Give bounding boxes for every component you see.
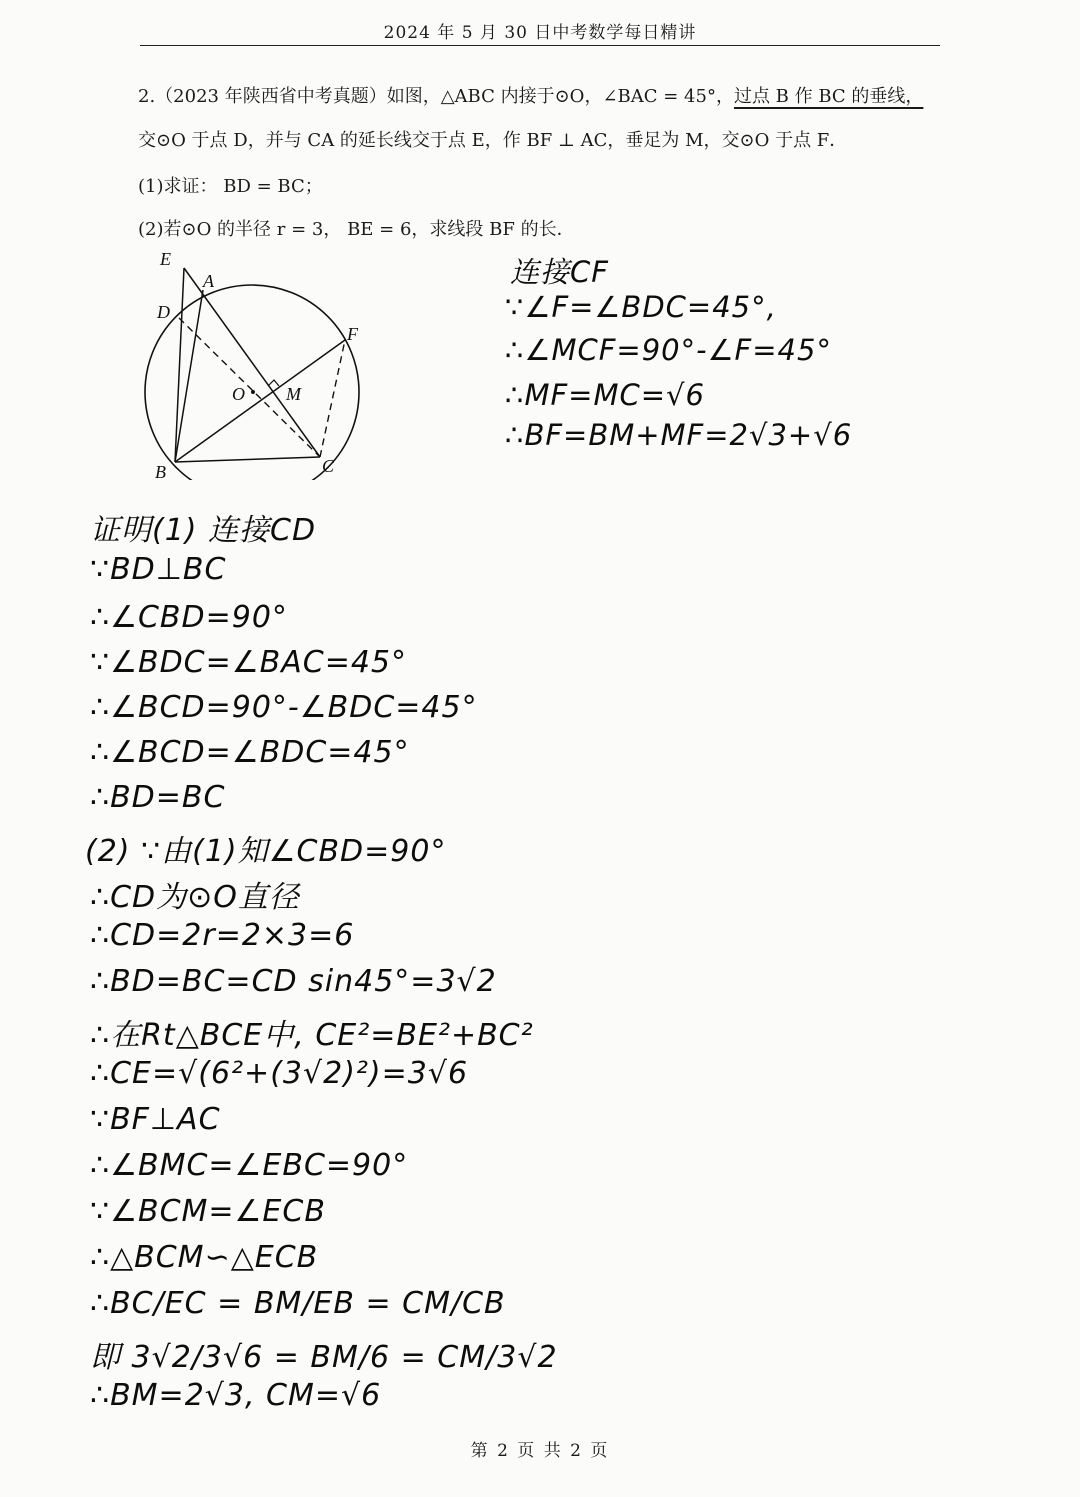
segment-bc xyxy=(175,457,320,462)
left-solution-line-8: (2) ∵由(1)知∠CBD=90° xyxy=(85,834,447,869)
header-rule xyxy=(140,45,940,46)
left-solution-line-3: ∴∠CBD=90° xyxy=(90,600,288,635)
left-solution-line-14: ∵BF⊥AC xyxy=(90,1102,221,1137)
label-o: O xyxy=(232,384,245,404)
geometry-figure xyxy=(130,245,390,480)
right-angle-mark xyxy=(268,380,279,386)
left-solution-line-1: 证明(1) 连接CD xyxy=(90,513,317,548)
problem-line-1-underlined: 过点 B 作 BC 的垂线， xyxy=(733,86,924,107)
left-solution-line-19: 即 3√2/3√6 = BM/6 = CM/3√2 xyxy=(90,1340,558,1375)
left-solution-line-18: ∴BC/EC = BM/EB = CM/CB xyxy=(90,1286,506,1321)
left-solution-line-6: ∴∠BCD=∠BDC=45° xyxy=(90,735,410,770)
left-solution-line-2: ∵BD⊥BC xyxy=(90,552,227,587)
segment-bf xyxy=(175,340,345,462)
label-c: C xyxy=(322,456,335,476)
left-solution-line-20: ∴BM=2√3, CM=√6 xyxy=(90,1378,382,1413)
problem-part-1: (1)求证： BD = BC； xyxy=(138,176,323,197)
left-solution-line-13: ∴CE=√(6²+(3√2)²)=3√6 xyxy=(90,1056,469,1091)
label-a: A xyxy=(203,271,214,291)
label-d: D xyxy=(157,302,170,322)
label-e: E xyxy=(160,249,171,269)
right-solution-line-4: ∴MF=MC=√6 xyxy=(505,378,705,412)
problem-part-2: (2)若⊙O 的半径 r = 3， BE = 6，求线段 BF 的长． xyxy=(138,219,575,240)
center-point-o xyxy=(251,390,255,394)
left-solution-line-12: ∴在Rt△BCE中, CE²=BE²+BC² xyxy=(90,1018,534,1053)
left-solution-line-10: ∴CD=2r=2×3=6 xyxy=(90,918,355,953)
page-header: 2024 年 5 月 30 日中考数学每日精讲 xyxy=(383,23,697,43)
left-solution-line-17: ∴△BCM∽△ECB xyxy=(90,1240,319,1275)
right-solution-line-5: ∴BF=BM+MF=2√3+√6 xyxy=(505,418,853,452)
label-f: F xyxy=(347,324,358,344)
right-solution-line-1: 连接CF xyxy=(510,255,609,289)
left-solution-line-5: ∴∠BCD=90°-∠BDC=45° xyxy=(90,690,478,725)
left-solution-line-4: ∵∠BDC=∠BAC=45° xyxy=(90,645,408,680)
label-m: M xyxy=(286,384,301,404)
right-solution-line-2: ∵∠F=∠BDC=45°, xyxy=(505,290,777,324)
label-b: B xyxy=(155,462,166,480)
left-solution-line-7: ∴BD=BC xyxy=(90,780,226,815)
left-solution-line-16: ∵∠BCM=∠ECB xyxy=(90,1194,326,1229)
right-solution-line-3: ∴∠MCF=90°-∠F=45° xyxy=(505,333,832,367)
left-solution-line-11: ∴BD=BC=CD sin45°=3√2 xyxy=(90,964,497,999)
page-footer: 第 2 页 共 2 页 xyxy=(470,1441,610,1461)
problem-line-1 xyxy=(138,82,923,108)
problem-line-2: 交⊙O 于点 D，并与 CA 的延长线交于点 E，作 BF ⊥ AC，垂足为 M，交⊙O 于点 F． xyxy=(138,130,848,151)
dashed-cf xyxy=(320,340,345,457)
problem-line-1-main: 2.（2023 年陕西省中考真题）如图，△ABC 内接于⊙O，∠BAC = 45°， xyxy=(138,86,734,107)
left-solution-line-15: ∴∠BMC=∠EBC=90° xyxy=(90,1148,409,1183)
left-solution-line-9: ∴CD为⊙O直径 xyxy=(90,880,300,915)
